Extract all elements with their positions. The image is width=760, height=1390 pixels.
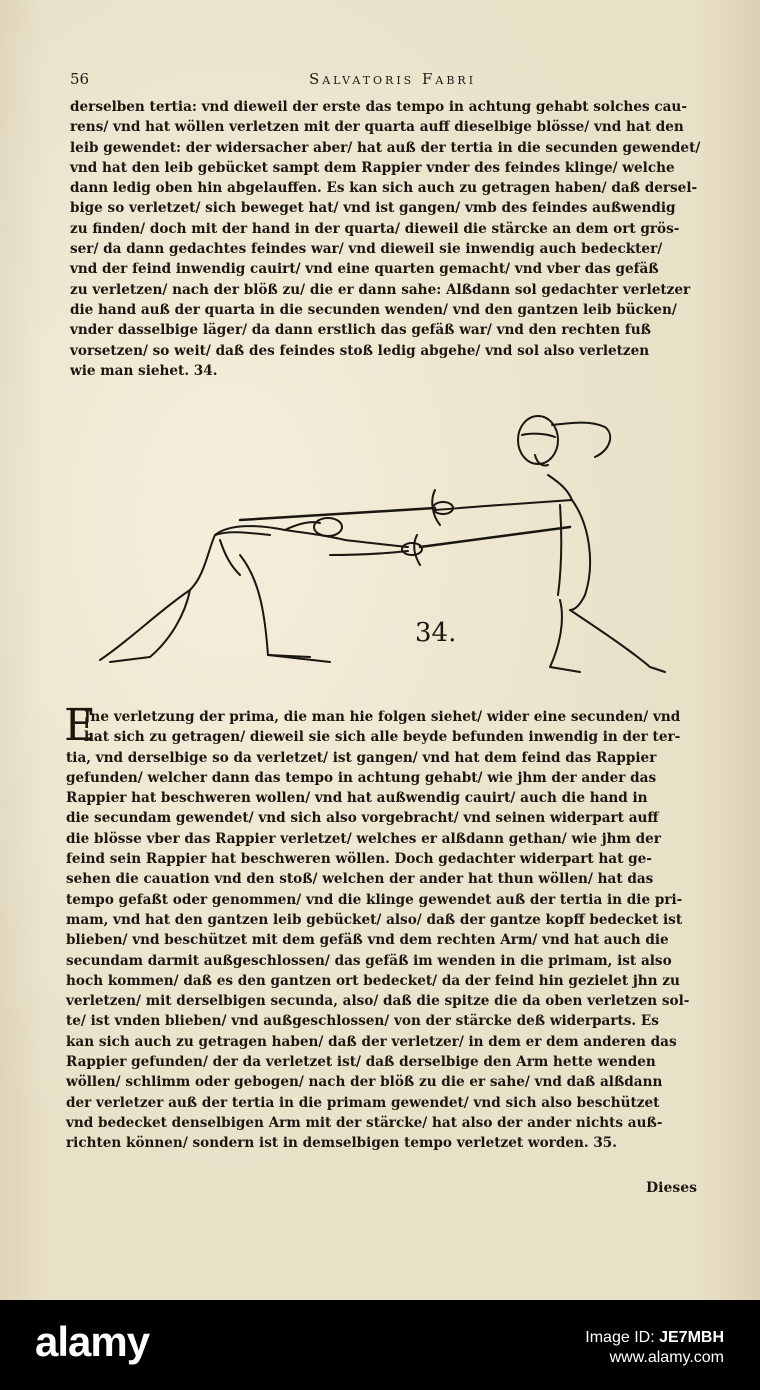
paragraph-2	[66, 707, 716, 1154]
text-line: zu verletzen/ nach der blöß zu/ die er dann sahe: Alßdann sol gedachter verletzer	[70, 281, 691, 298]
watermark-url: www.alamy.com	[609, 1349, 724, 1366]
text-line: derselben tertia: vnd dieweil der erste das tempo in achtung gehabt solches cau-	[70, 99, 687, 115]
fencing-illustration	[90, 405, 690, 690]
text-line: blieben/ vnd beschützet mit dem gefäß vnd dem rechten Arm/ vnd hat auch die	[66, 932, 669, 949]
text-line: verletzen/ mit derselbigen secunda, also/ daß die spitze die da oben verletzen sol-	[66, 993, 690, 1010]
text-line: Jne verletzung der prima, die man hie folgen siehet/ wider eine secunden/ vnd	[84, 709, 681, 725]
text-line: mam, vnd hat den gantzen leib gebücket/ also/ daß der gantze kopff bedecket ist	[66, 911, 683, 928]
text-line: vnd hat den leib gebücket sampt dem Rappier vnder des feindes klinge/ welche	[70, 159, 675, 176]
catchword: Dieses	[646, 1180, 698, 1196]
text-line: feind sein Rappier hat beschweren wöllen. Doch gedachter widerpart hat ge-	[66, 851, 652, 868]
text-line: die hand auß der quarta in die secunden wenden/ vnd den gantzen leib bücken/	[70, 301, 677, 318]
text-line: hoch kommen/ daß es den gantzen ort bedecket/ da der feind hin gezielet jhn zu	[66, 972, 680, 989]
text-line: te/ ist vnden blieben/ vnd außgeschlossen/ von der stärcke deß widerparts. Es	[66, 1013, 659, 1030]
text-line: rens/ vnd hat wöllen verletzen mit der quarta auff dieselbige blösse/ vnd hat den	[70, 119, 684, 136]
text-line: Rappier hat beschweren wollen/ vnd hat außwendig cauirt/ auch die hand in	[66, 790, 648, 807]
text-line: vorsetzen/ so weit/ daß des feindes stoß ledig abgehe/ vnd sol also verletzen	[70, 342, 650, 359]
text-line: wie man siehet. 34.	[70, 362, 218, 379]
text-line: vnder dasselbige läger/ da dann erstlich das gefäß war/ vnd den rechten fuß	[70, 322, 651, 339]
text-line: die secundam gewendet/ vnd sich also vorgebracht/ vnd seinen widerpart auff	[66, 810, 659, 827]
text-line: ser/ da dann gedachtes feindes war/ vnd dieweil sie inwendig auch bedeckter/	[70, 241, 663, 258]
text-line: dann ledig oben hin abgelauffen. Es kan sich auch zu getragen haben/ daß dersel-	[70, 180, 698, 197]
text-line: richten können/ sondern ist in demselbigen tempo verletzet worden. 35.	[66, 1135, 617, 1152]
text-line: vnd der feind inwendig cauirt/ vnd eine quarten gemacht/ vnd vber das gefäß	[70, 261, 659, 278]
text-line: zu finden/ doch mit der hand in der quarta/ dieweil die stärcke an dem ort grös-	[70, 220, 680, 237]
image-id-label: Image ID:	[585, 1329, 655, 1346]
alamy-logo: alamy	[35, 1318, 150, 1365]
text-line: vnd bedecket denselbigen Arm mit der stärcke/ hat also der ander nichts auß-	[66, 1114, 663, 1131]
page-header	[70, 70, 715, 90]
image-id-block	[585, 1328, 724, 1368]
left-sword	[402, 527, 570, 565]
paragraph-1	[70, 97, 720, 381]
text-line: tempo gefaßt oder genommen/ vnd die klinge gewendet auß der tertia in die pri-	[66, 891, 683, 908]
text-line: secundam darmit außgeschlossen/ das gefäß im wenden in die primam, ist also	[66, 952, 672, 969]
image-id: JE7MBH	[659, 1329, 724, 1346]
text-line: sehen die cauation vnd den stoß/ welchen der ander hat thun wöllen/ hat das	[66, 871, 654, 888]
text-line: bige so verletzet/ sich beweget hat/ vnd ist gangen/ vmb des feindes außwendig	[70, 200, 676, 217]
text-line: Rappier gefunden/ der da verletzet ist/ daß derselbige den Arm hette wenden	[66, 1054, 656, 1071]
text-line: tia, vnd derselbige so da verletzet/ ist gangen/ vnd hat dem feind das Rappier	[66, 749, 657, 766]
text-line: die blösse vber das Rappier verletzet/ welches er alßdann gethan/ wie jhm der	[66, 830, 661, 847]
text-line: gefunden/ welcher dann das tempo in achtung gehabt/ wie jhm der ander das	[66, 769, 657, 786]
drop-cap: E	[64, 700, 97, 751]
left-fencer-figure	[100, 518, 408, 662]
text-line: leib gewendet: der widersacher aber/ hat auß der tertia in die secunden gewendet/	[70, 139, 701, 156]
figure-number: 34.	[415, 618, 457, 648]
text-line: kan sich auch zu getragen haben/ daß der verletzer/ in dem er dem anderen das	[66, 1033, 677, 1050]
running-title: Salvatoris Fabri	[308, 70, 477, 88]
text-line: hat sich zu getragen/ dieweil sie sich alle beyde befunden inwendig in der ter-	[84, 729, 681, 746]
text-line: der verletzer auß der tertia in die primam gewendet/ vnd sich also beschützet	[66, 1094, 660, 1111]
right-sword	[240, 490, 453, 525]
text-line: wöllen/ schlimm oder gebogen/ nach der blöß zu die er sahe/ vnd daß alßdann	[66, 1074, 663, 1091]
page-number: 56	[70, 70, 90, 88]
right-fencer-figure	[435, 416, 665, 672]
